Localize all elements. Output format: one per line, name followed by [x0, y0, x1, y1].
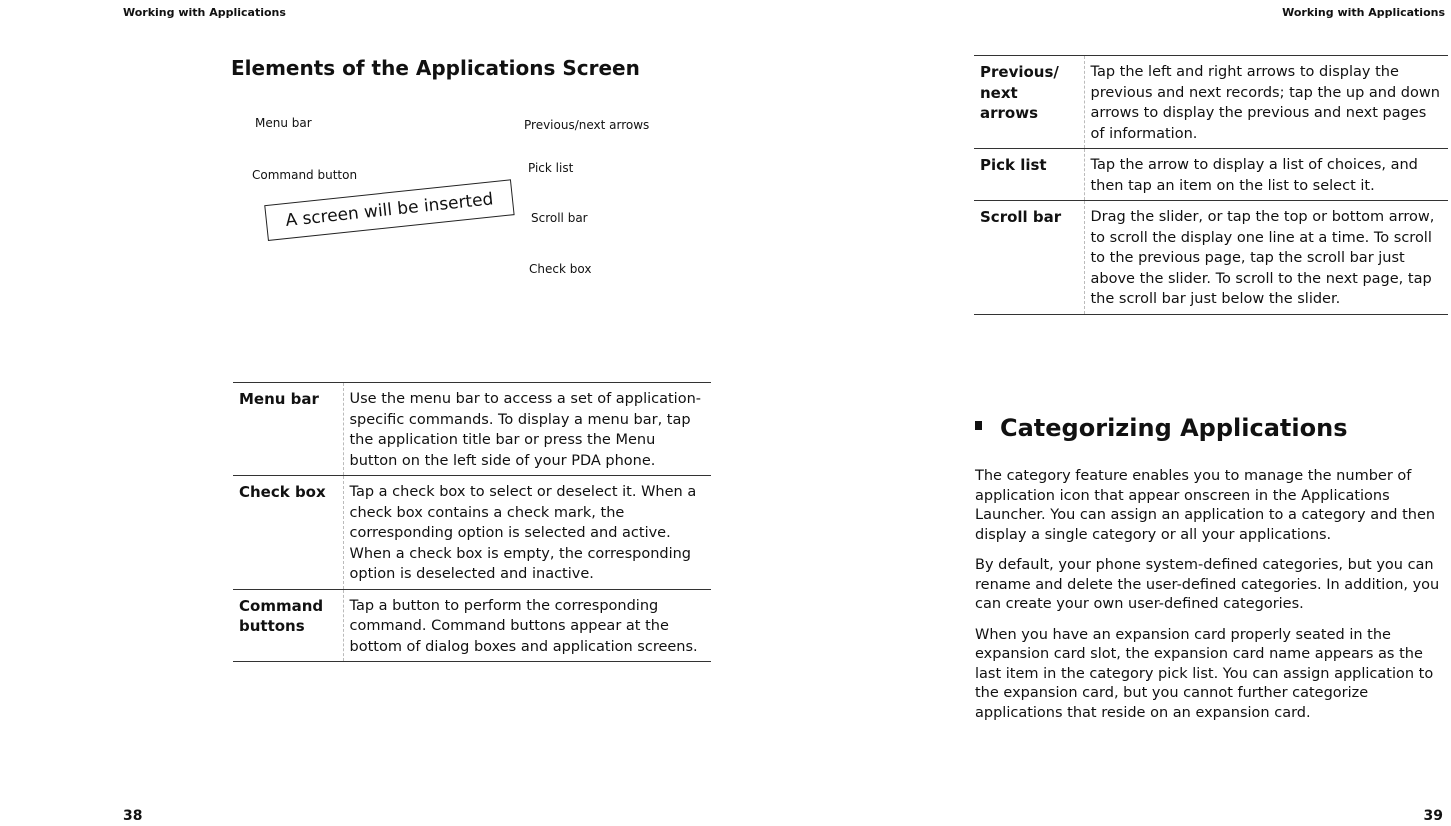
definition-desc: Use the menu bar to access a set of application-specific commands. To display a menu bar, tap the application title bar or press the Menu button on the left side of your PDA phone. [343, 383, 711, 476]
definition-row-pick-list [974, 149, 1448, 201]
definition-term: Check box [239, 483, 326, 501]
definition-desc: Drag the slider, or tap the top or bottom arrow, to scroll the display one line at a time. To scroll to the previous page, tap the scroll bar just above the slider. To scroll to the next page, tap the scroll bar just below the slider. [1084, 201, 1448, 315]
left-definitions-table [233, 382, 711, 662]
paragraph: By default, your phone system-defined categories, but you can rename and delete the user-defined categories. In addition, you can create your own user-defined categories. [975, 557, 1440, 612]
definition-row-menu-bar [233, 383, 711, 476]
definition-term: Pick list [980, 156, 1047, 174]
definition-row-scroll-bar [974, 201, 1448, 315]
definition-row-command-buttons [233, 589, 711, 662]
definition-term: Scroll bar [980, 208, 1062, 226]
square-bullet-icon [975, 421, 982, 430]
callout-menu-bar: Menu bar [255, 116, 312, 130]
callout-scroll-bar: Scroll bar [531, 211, 588, 225]
page-number-left: 38 [123, 808, 143, 824]
section-title-elements: Elements of the Applications Screen [231, 56, 640, 80]
left-running-head: Working with Applications [123, 6, 286, 19]
screen-placeholder: A screen will be inserted [264, 179, 514, 241]
callout-pick-list: Pick list [528, 161, 574, 175]
paragraph: The category feature enables you to manage the number of application icon that appear onscreen in the Applications Launcher. You can assign an application to a category and then display a single category or all your applications. [975, 468, 1436, 543]
callout-prev-next-arrows: Previous/next arrows [524, 118, 650, 132]
definition-desc: Tap a check box to select or deselect it. When a check box contains a check mark, the corresponding option is selected and active. When a check box is empty, the corresponding option is deselected and inactive. [343, 476, 711, 590]
definition-term: Previous/ next arrows [980, 63, 1059, 122]
definition-term: Menu bar [239, 390, 319, 408]
section-title-categorizing [975, 414, 1347, 442]
callout-check-box: Check box [529, 262, 592, 276]
section-title-text: Categorizing Applications [1000, 414, 1348, 442]
definition-desc: Tap the arrow to display a list of choices, and then tap an item on the list to select it. [1084, 149, 1448, 201]
right-definitions-table [974, 55, 1448, 315]
categorizing-body [975, 467, 1447, 734]
page-number-right: 39 [1423, 808, 1443, 824]
callout-command-button: Command button [252, 168, 358, 182]
definition-desc: Tap a button to perform the corresponding command. Command buttons appear at the bottom of dialog boxes and application screens. [343, 589, 711, 662]
paragraph: When you have an expansion card properly seated in the expansion card slot, the expansion card name appears as the last item in the category pick list. You can assign application to the expansion card, but you cannot further categorize applications that reside on an expansion card. [975, 626, 1434, 721]
definition-desc: Tap the left and right arrows to display the previous and next records; tap the up and down arrows to display the previous and next pages of information. [1084, 56, 1448, 149]
definition-row-check-box [233, 476, 711, 590]
definition-term: Command buttons [239, 596, 324, 635]
definition-row-prev-next-arrows [974, 56, 1448, 149]
right-running-head: Working with Applications [1282, 6, 1445, 19]
